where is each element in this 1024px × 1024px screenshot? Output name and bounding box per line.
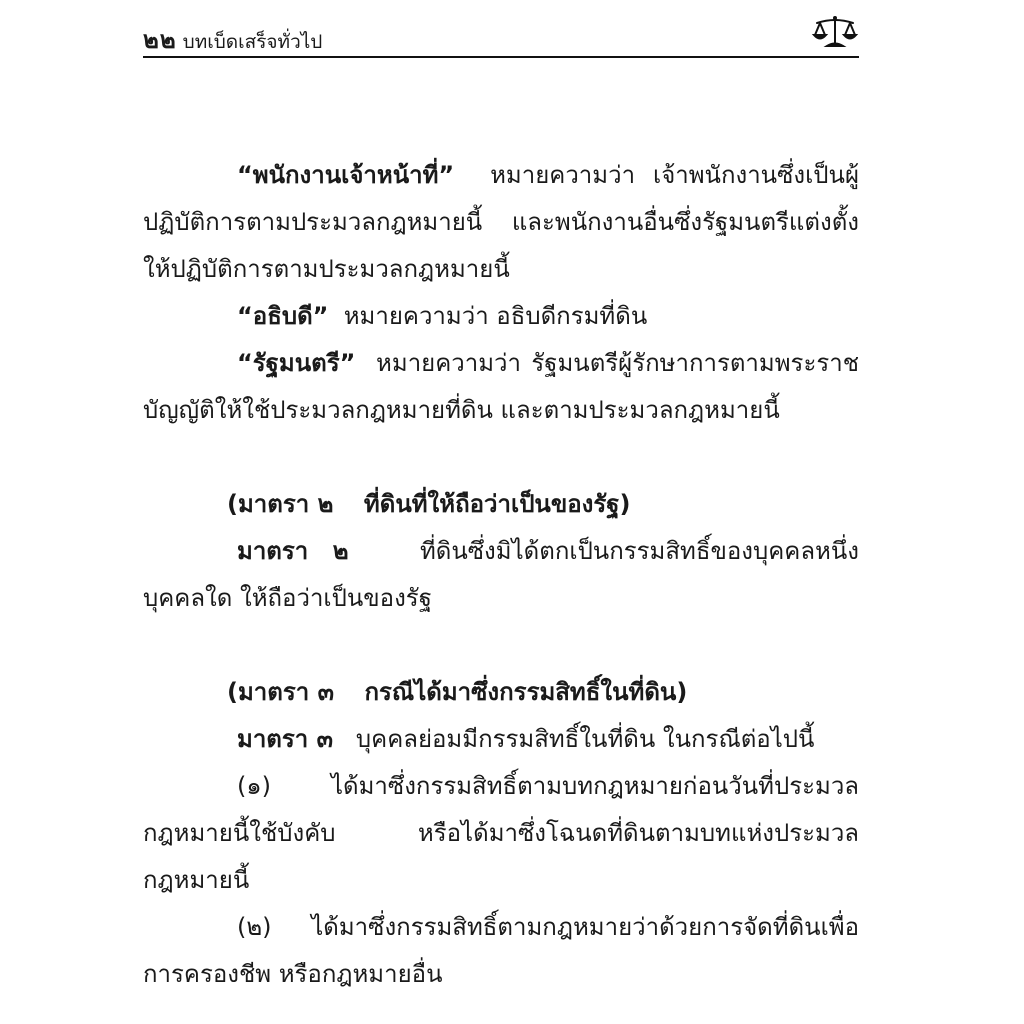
definition-minister [143, 340, 859, 387]
header-rule [143, 56, 859, 58]
section3-label: มาตรา ๓ [237, 725, 334, 753]
section3-item1-line3: กฎหมายนี้ [143, 866, 250, 894]
definition-officer-line1: หมายความว่า เจ้าพนักงานซึ่งเป็นผู้ [490, 161, 859, 189]
definition-officer [143, 152, 859, 199]
section3-text [143, 716, 859, 763]
definition-officer-line2: ปฏิบัติการตามประมวลกฎหมายนี้ และพนักงานอื่นซึ่งรัฐมนตรีแต่งตั้ง [143, 208, 859, 236]
definition-officer-line3: ให้ปฏิบัติการตามประมวลกฎหมายนี้ [143, 255, 510, 283]
section3-text-line1: บุคคลย่อมมีกรรมสิทธิ์ในที่ดิน ในกรณีต่อไปนี้ [355, 725, 815, 753]
section2-heading-label: (มาตรา ๒ [227, 490, 334, 518]
spacer [143, 434, 859, 481]
definition-minister-line2: บัญญัติให้ใช้ประมวลกฎหมายที่ดิน และตามประมวลกฎหมายนี้ [143, 396, 780, 424]
section2-text-line2: บุคคลใด ให้ถือว่าเป็นของรัฐ [143, 584, 432, 612]
section2-heading [143, 481, 859, 528]
section3-heading [143, 669, 859, 716]
term-officer: “พนักงานเจ้าหน้าที่” [237, 161, 455, 189]
page-number: ๒๒ [143, 26, 177, 54]
section3-item1-line2: กฎหมายนี้ใช้บังคับ หรือได้มาซึ่งโฉนดที่ดินตามบทแห่งประมวล [143, 819, 859, 847]
running-title: บทเบ็ดเสร็จทั่วไป [182, 31, 323, 53]
section2-heading-title: ที่ดินที่ให้ถือว่าเป็นของรัฐ) [363, 490, 631, 518]
section3-heading-label: (มาตรา ๓ [227, 678, 334, 706]
section3-heading-title: กรณีได้มาซึ่งกรรมสิทธิ์ในที่ดิน) [364, 678, 688, 706]
term-minister: “รัฐมนตรี” [237, 349, 356, 377]
section3-item1-line1: (๑) ได้มาซึ่งกรรมสิทธิ์ตามบทกฎหมายก่อนวันที่ประมวล [237, 772, 859, 800]
header-left [143, 20, 322, 59]
section3-item2-line2: การครองชีพ หรือกฎหมายอื่น [143, 960, 443, 988]
definition-director-text: หมายความว่า อธิบดีกรมที่ดิน [343, 302, 648, 330]
section3-item2-line1: (๒) ได้มาซึ่งกรรมสิทธิ์ตามกฎหมายว่าด้วยการจัดที่ดินเพื่อ [237, 913, 859, 941]
spacer [143, 622, 859, 669]
scales-of-justice-icon [811, 14, 859, 50]
section2-label: มาตรา ๒ [237, 537, 349, 565]
definition-director [143, 293, 859, 340]
definition-minister-line1: หมายความว่า รัฐมนตรีผู้รักษาการตามพระราช [376, 349, 859, 377]
page-body [143, 152, 859, 998]
term-director: “อธิบดี” [237, 302, 329, 330]
section2-text [143, 528, 859, 575]
section2-text-line1: ที่ดินซึ่งมิได้ตกเป็นกรรมสิทธิ์ของบุคคลหนึ่ง [419, 537, 859, 565]
page-header [143, 14, 859, 56]
